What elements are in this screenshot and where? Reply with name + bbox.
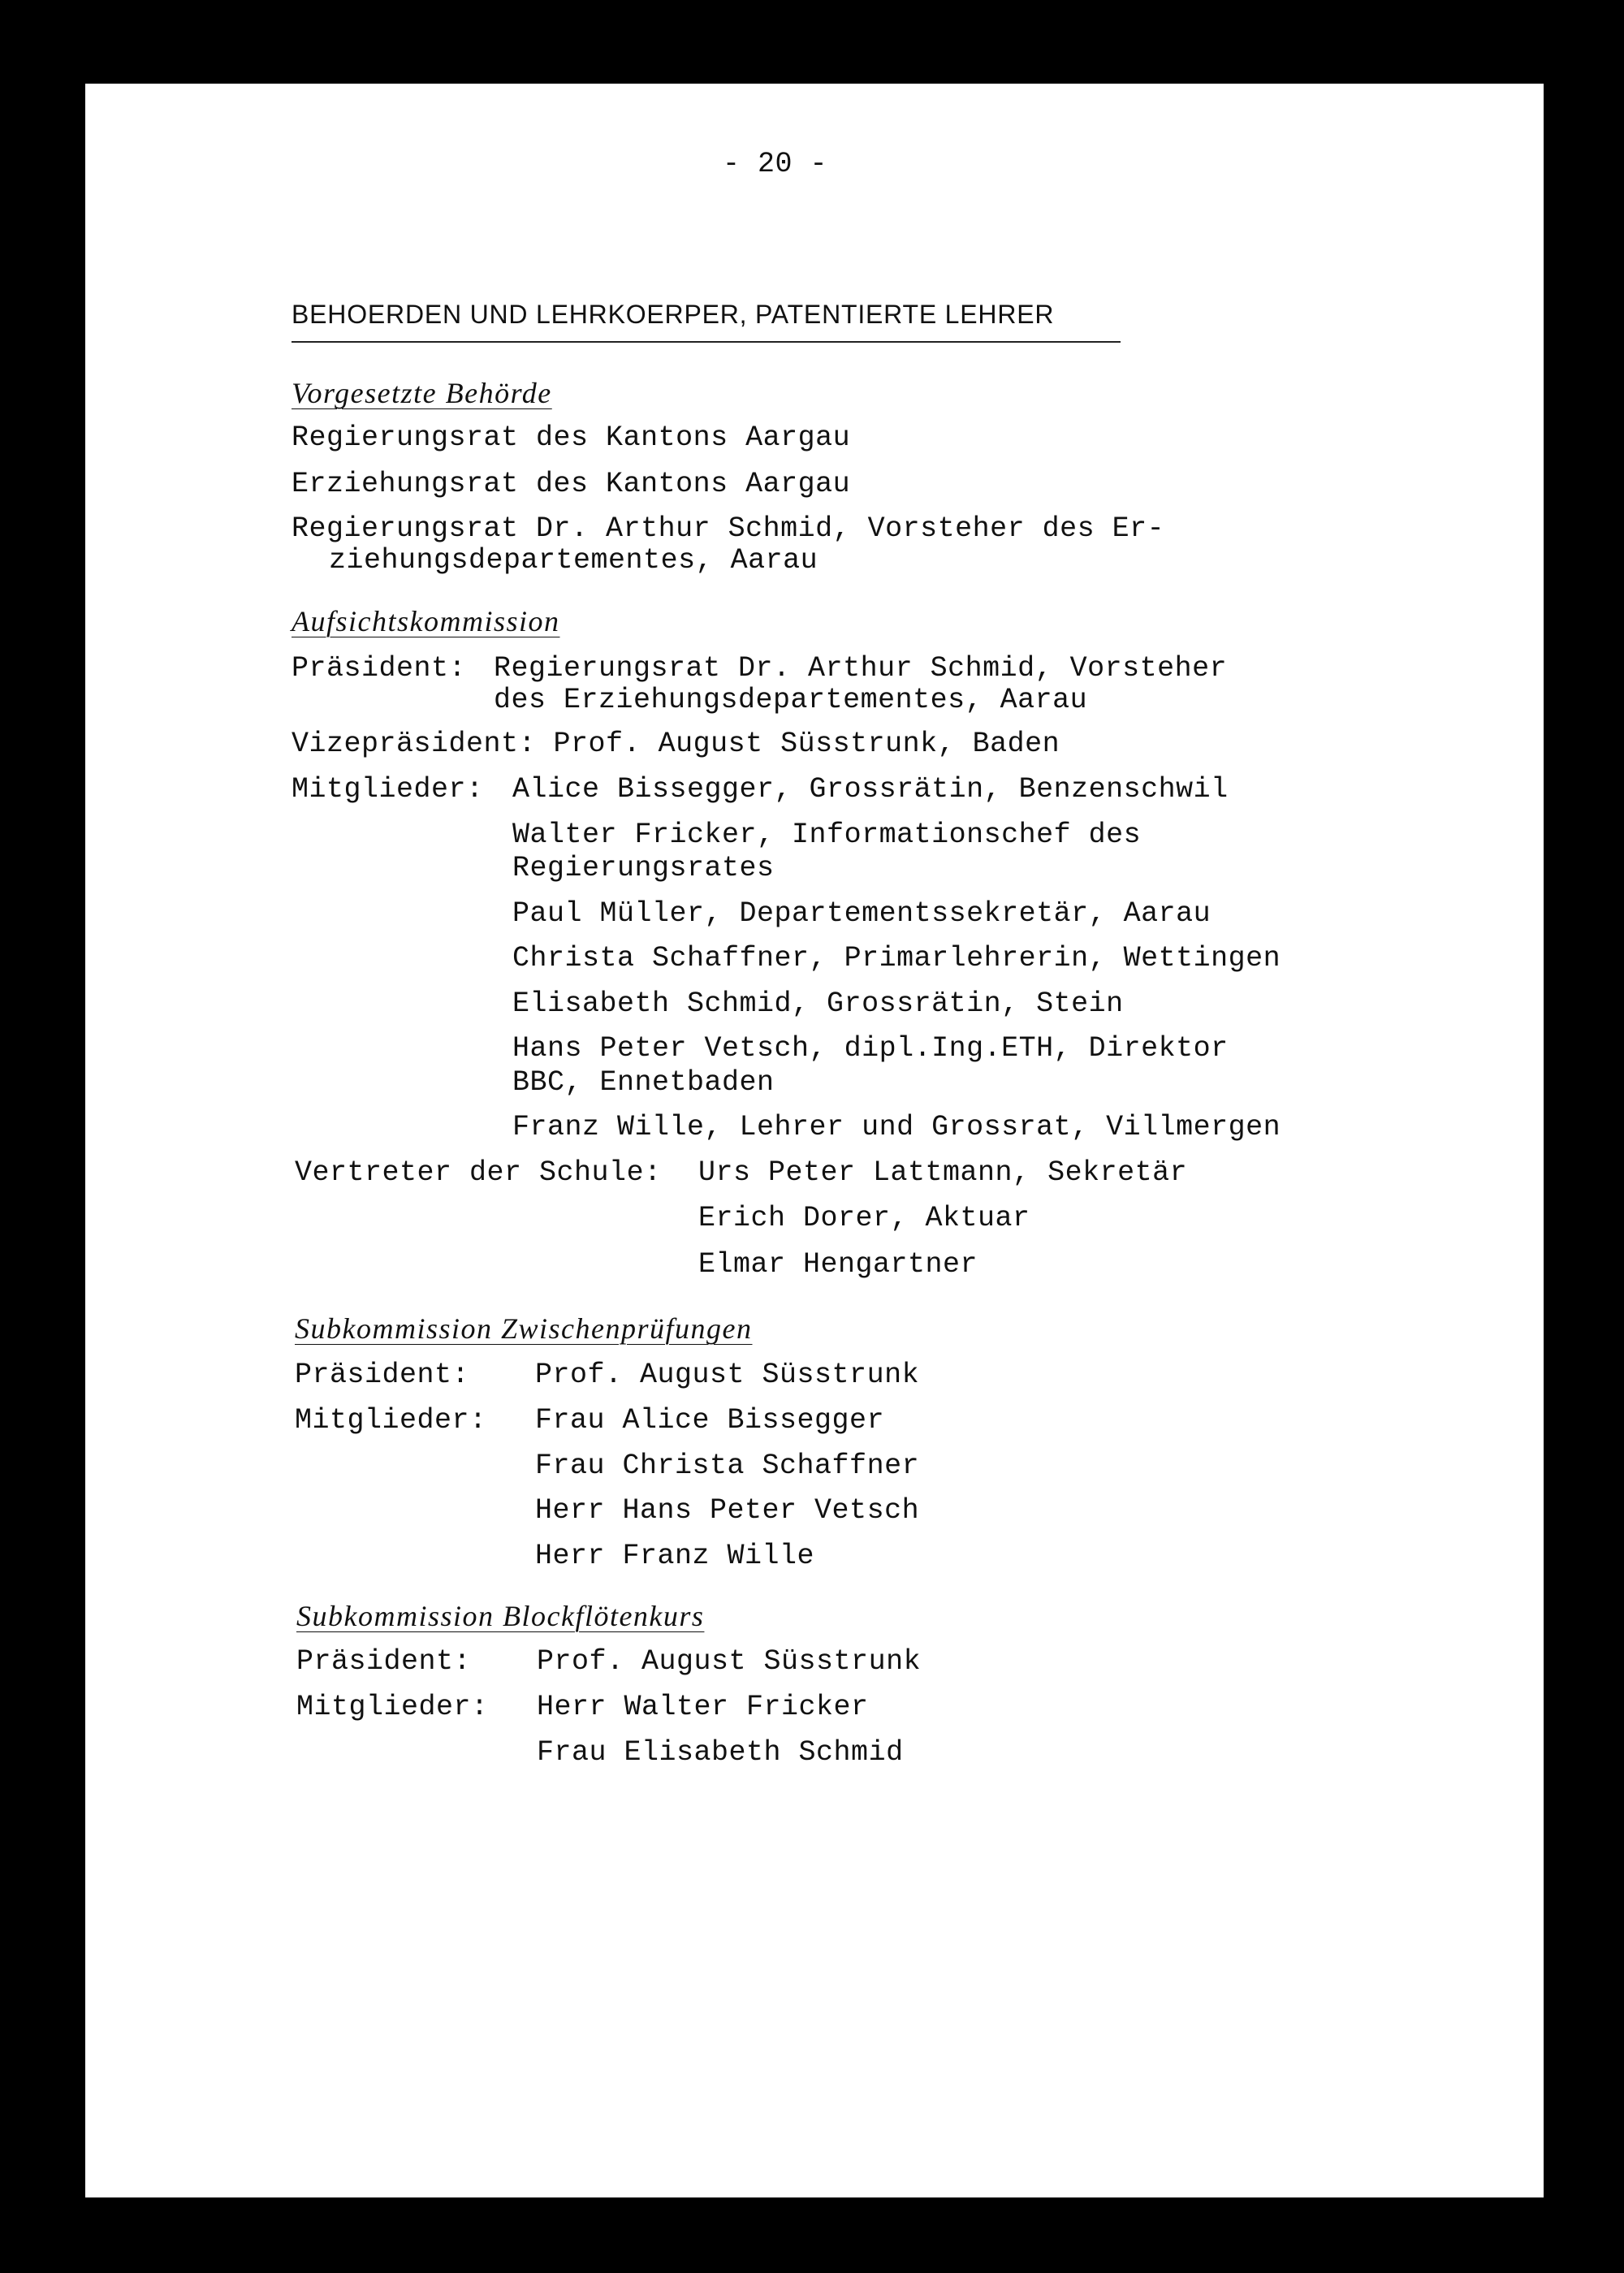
heading-underline <box>292 341 1121 343</box>
block-praesident: Prof. August Süsstrunk <box>537 1645 922 1678</box>
aufsicht-mitglied: Alice Bissegger, Grossrätin, Benzenschwil <box>512 773 1229 806</box>
aufsicht-mitglied: Elisabeth Schmid, Grossrätin, Stein <box>512 987 1124 1020</box>
aufsicht-mitglied: Hans Peter Vetsch, dipl.Ing.ETH, Direktor <box>512 1032 1229 1065</box>
aufsicht-praesident-line: des Erziehungsdepartementes, Aarau <box>494 684 1088 716</box>
vorgesetzte-title: Vorgesetzte Behörde <box>292 377 552 409</box>
vorgesetzte-line: ziehungsdepartementes, Aarau <box>329 544 818 577</box>
aufsicht-vertreter: Erich Dorer, Aktuar <box>698 1202 1030 1234</box>
aufsicht-mitglieder-label: Mitglieder: <box>292 773 484 806</box>
aufsicht-mitglied: Walter Fricker, Informationschef des <box>512 819 1142 851</box>
aufsicht-vertreter: Elmar Hengartner <box>698 1248 978 1281</box>
aufsicht-mitglied: Christa Schaffner, Primarlehrerin, Wettingen <box>512 942 1281 974</box>
aufsicht-praesident-label: Präsident: <box>292 652 467 685</box>
zwischen-mitglied: Frau Christa Schaffner <box>535 1450 920 1482</box>
vorgesetzte-line: Regierungsrat Dr. Arthur Schmid, Vorsteher des Er- <box>292 512 1165 545</box>
section-heading: BEHOERDEN UND LEHRKOERPER, PATENTIERTE LEHRER <box>292 300 1055 329</box>
block-title: Subkommission Blockflötenkurs <box>296 1600 705 1632</box>
aufsicht-mitglied: Regierungsrates <box>512 852 775 884</box>
aufsicht-title: Aufsichtskommission <box>292 605 560 637</box>
zwischen-title: Subkommission Zwischenprüfungen <box>295 1312 753 1345</box>
block-mitglied: Frau Elisabeth Schmid <box>537 1736 904 1769</box>
aufsicht-vertreter-label: Vertreter der Schule: <box>295 1156 662 1189</box>
document-page <box>85 84 1544 2197</box>
block-mitglied: Herr Walter Fricker <box>537 1691 869 1723</box>
block-mitglieder-label: Mitglieder: <box>296 1691 489 1723</box>
block-praesident-label: Präsident: <box>296 1645 472 1678</box>
vorgesetzte-line: Erziehungsrat des Kantons Aargau <box>292 468 851 500</box>
aufsicht-vertreter: Urs Peter Lattmann, Sekretär <box>698 1156 1188 1189</box>
zwischen-mitglied: Herr Hans Peter Vetsch <box>535 1494 920 1527</box>
zwischen-praesident: Prof. August Süsstrunk <box>535 1359 920 1391</box>
zwischen-mitglied: Herr Franz Wille <box>535 1540 815 1572</box>
aufsicht-mitglied: Paul Müller, Departementssekretär, Aarau <box>512 897 1212 930</box>
aufsicht-mitglied: Franz Wille, Lehrer und Grossrat, Villmergen <box>512 1111 1281 1143</box>
zwischen-mitglieder-label: Mitglieder: <box>295 1404 487 1437</box>
aufsicht-vize-line: Vizepräsident: Prof. August Süsstrunk, Baden <box>292 728 1060 760</box>
zwischen-mitglied: Frau Alice Bissegger <box>535 1404 885 1437</box>
aufsicht-praesident-line: Regierungsrat Dr. Arthur Schmid, Vorsteher <box>494 652 1228 685</box>
zwischen-praesident-label: Präsident: <box>295 1359 470 1391</box>
vorgesetzte-line: Regierungsrat des Kantons Aargau <box>292 421 851 454</box>
aufsicht-mitglied: BBC, Ennetbaden <box>512 1066 775 1099</box>
page-number: - 20 - <box>723 148 828 180</box>
